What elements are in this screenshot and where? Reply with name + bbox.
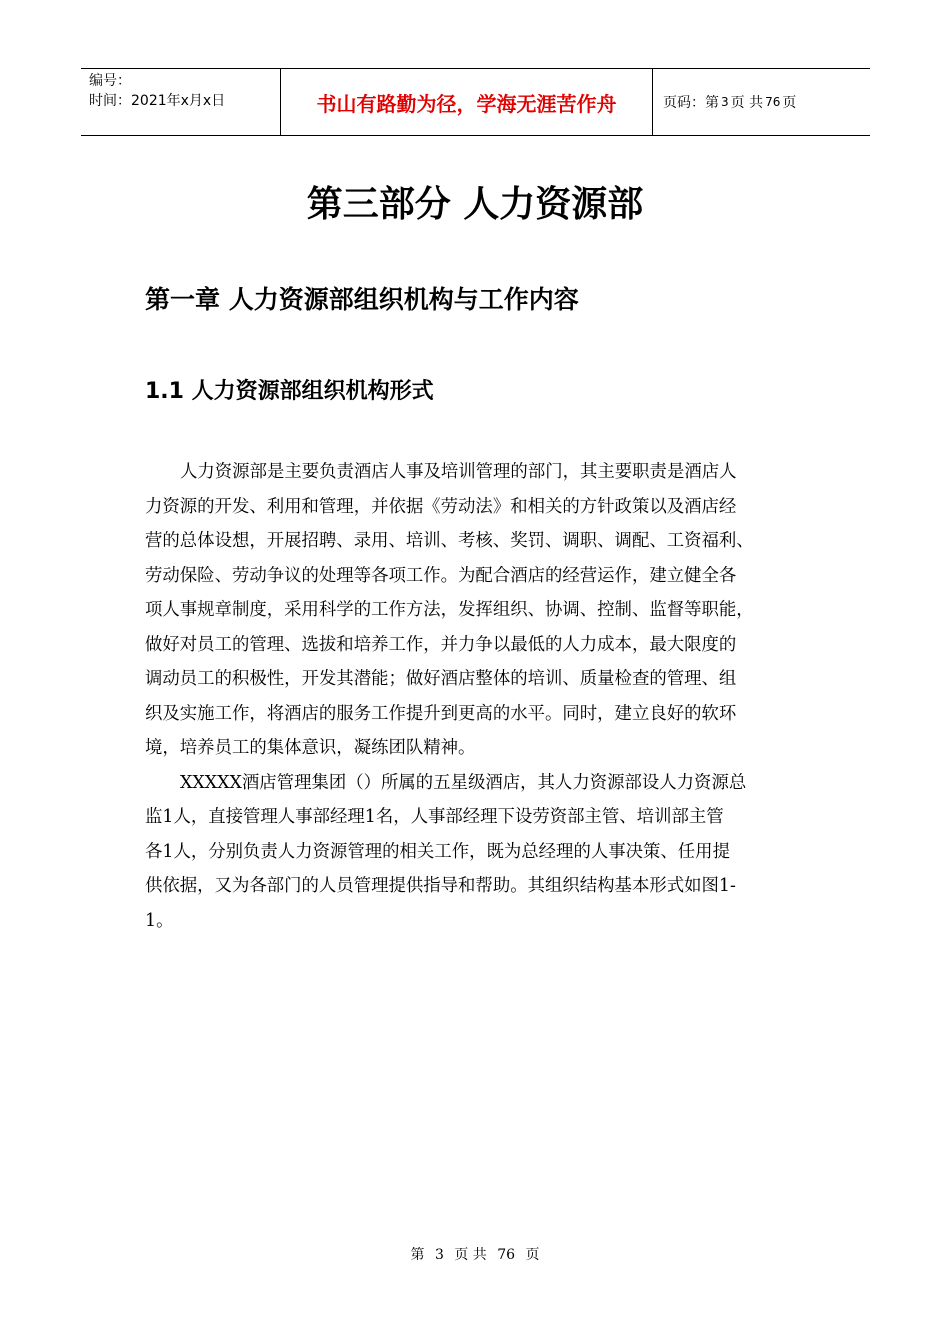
body-text — [145, 455, 815, 938]
paragraph-2 — [145, 766, 815, 939]
header-page-total: 76 — [765, 95, 781, 109]
paragraph-line: XXXXX酒店管理集团（）所属的五星级酒店，其人力资源部设人力资源总 — [180, 772, 747, 793]
header-motto: 书山有路勤为径，学海无涯苦作舟 — [281, 69, 653, 135]
header-page-suffix: 页 — [782, 95, 797, 111]
chapter-title: 第一章 人力资源部组织机构与工作内容 — [145, 285, 579, 314]
section-title: 1.1 人力资源部组织机构形式 — [145, 379, 434, 404]
paragraph-line: 人力资源部是主要负责酒店人事及培训管理的部门，其主要职责是酒店人 — [180, 462, 737, 482]
paragraph-line: 各1人，分别负责人力资源管理的相关工作，既为总经理的人事决策、任用提 — [145, 841, 730, 862]
paragraph-1 — [145, 455, 815, 766]
paragraph-line: 供依据，又为各部门的人员管理提供指导和帮助。其组织结构基本形式如图1- — [145, 876, 736, 896]
part-title: 第三部分 人力资源部 — [306, 184, 644, 225]
page-footer — [0, 1244, 950, 1264]
footer-mid: 页 共 — [454, 1247, 487, 1263]
paragraph-line: 做好对员工的管理、选拔和培养工作，并力争以最低的人力成本，最大限度的 — [145, 634, 737, 655]
document-number-label: 编号： — [89, 73, 131, 89]
paragraph-line: 力资源的开发、利用和管理，并依据《劳动法》和相关的方针政策以及酒店经 — [145, 496, 737, 517]
paragraph-line: 1。 — [145, 910, 174, 931]
document-time-label: 时间：2021年x月x日 — [89, 93, 226, 109]
paragraph-line: 织及实施工作，将酒店的服务工作提升到更高的水平。同时，建立良好的软环 — [145, 703, 737, 724]
paragraph-line: 境，培养员工的集体意识，凝练团队精神。 — [145, 738, 476, 758]
header-page-number: 3 — [721, 95, 729, 109]
paragraph-line: 营的总体设想，开展招聘、录用、培训、考核、奖罚、调职、调配、工资福利、 — [145, 531, 754, 551]
header-page-mid: 页 共 — [730, 95, 764, 111]
paragraph-line: 项人事规章制度，采用科学的工作方法，发挥组织、协调、控制、监督等职能， — [145, 600, 754, 620]
header-meta — [81, 69, 281, 135]
page-header — [81, 68, 870, 136]
footer-page-total: 76 — [497, 1247, 516, 1263]
paragraph-line: 调动员工的积极性，开发其潜能；做好酒店整体的培训、质量检查的管理、组 — [145, 669, 737, 689]
header-page-prefix: 页码：第 — [663, 95, 719, 111]
footer-prefix: 第 — [410, 1247, 425, 1263]
paragraph-line: 监1人，直接管理人事部经理1名，人事部经理下设劳资部主管、培训部主管 — [145, 807, 724, 827]
header-page-indicator — [653, 69, 870, 135]
footer-page-number: 3 — [434, 1247, 444, 1263]
paragraph-line: 劳动保险、劳动争议的处理等各项工作。为配合酒店的经营运作，建立健全各 — [145, 565, 737, 586]
footer-suffix: 页 — [525, 1247, 540, 1263]
